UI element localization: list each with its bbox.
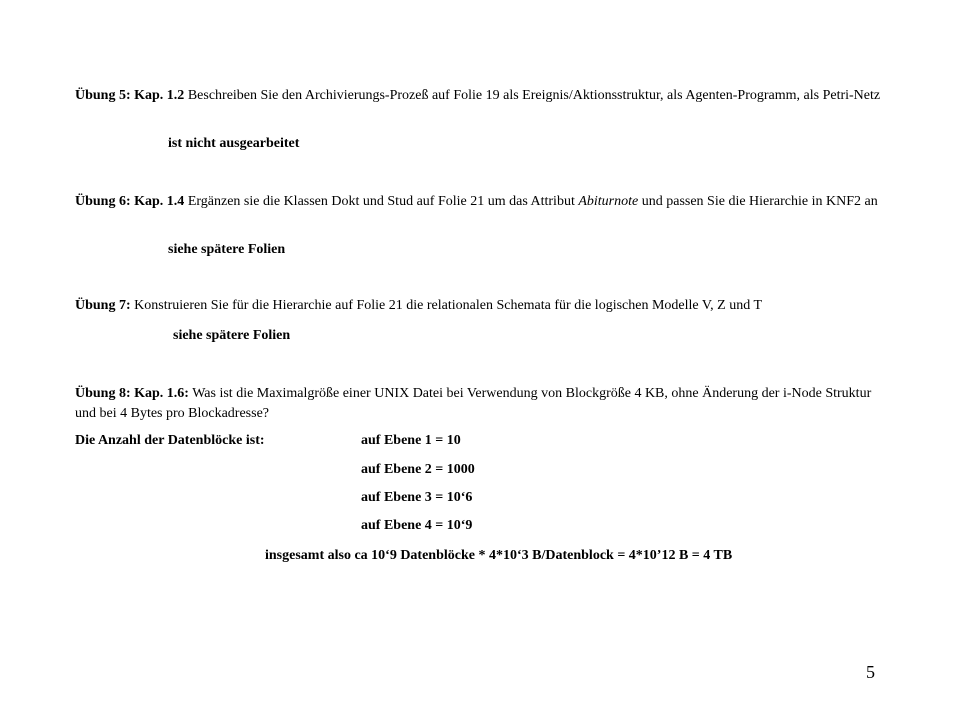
exercise-8-question [75,384,885,424]
exercise-6-text-italic: Abiturnote [578,194,639,209]
exercise-7-heading: Übung 7: [75,298,131,313]
exercise-7-answer: siehe spätere Folien [173,328,291,343]
level-2-count: auf Ebene 2 = 1000 [361,462,475,477]
exercise-6-text-before: Ergänzen sie die Klassen Dokt und Stud auf Folie 21 um das Attribut [184,194,579,209]
level-3-count: auf Ebene 3 = 10‘6 [361,490,473,505]
exercise-8-text: Was ist die Maximalgröße einer UNIX Datei bei Verwendung von Blockgröße 4 KB, ohne Änderung der i-Node Struktur und bei 4 Bytes pro Blockadresse? [75,386,872,421]
exercise-6-heading: Übung 6: Kap. 1.4 [75,194,185,209]
exercise-7-question [75,296,885,316]
exercise-5-answer: ist nicht ausgearbeitet [168,136,300,151]
exercise-8-heading: Übung 8: Kap. 1.6: [75,386,189,401]
block-count-label: Die Anzahl der Datenblöcke ist: [75,433,265,448]
exercise-5-question [75,86,885,106]
exercise-5-heading: Übung 5: Kap. 1.2 [75,88,185,103]
level-4-count: auf Ebene 4 = 10‘9 [361,518,473,533]
exercise-6-text-after: und passen Sie die Hierarchie in KNF2 an [638,194,878,209]
page-number: 5 [866,662,875,682]
total-size: insgesamt also ca 10‘9 Datenblöcke * 4*10‘3 B/Datenblock = 4*10’12 B = 4 TB [265,548,733,563]
level-1-count: auf Ebene 1 = 10 [361,433,461,448]
exercise-6-question [75,192,885,212]
exercise-7-text: Konstruieren Sie für die Hierarchie auf Folie 21 die relationalen Schemata für die logischen Modelle V, Z und T [130,298,763,313]
exercise-6-answer: siehe spätere Folien [168,242,286,257]
exercise-5-text: Beschreiben Sie den Archivierungs-Prozeß auf Folie 19 als Ereignis/Aktionsstruktur, als Agenten-Programm, als Petri-Netz [184,88,881,103]
